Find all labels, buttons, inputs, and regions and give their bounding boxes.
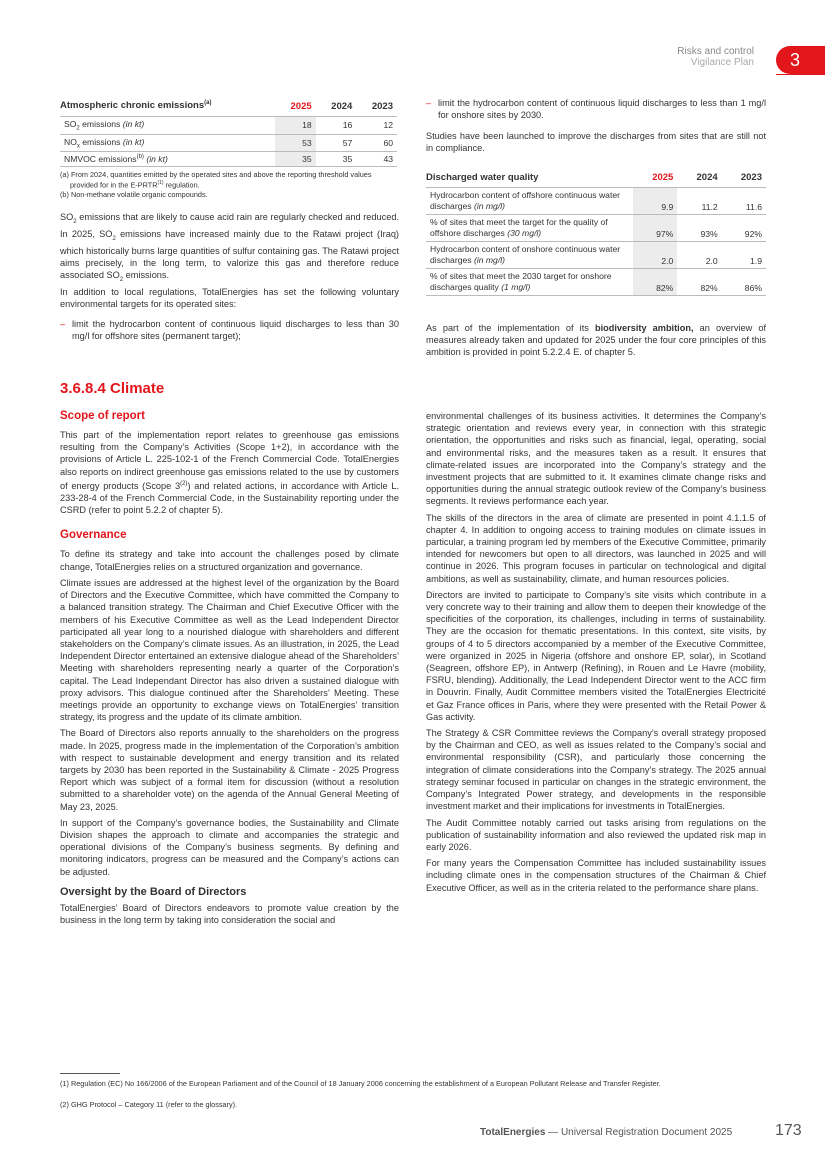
value-2024: 35 [316,152,357,167]
water-table-block [426,167,766,296]
emissions-table [60,96,397,167]
value-2023: 60 [356,134,397,152]
table-note-b: (b) Non-methane volatile organic compounds. [60,189,208,199]
local-regulations-paragraph: In addition to local regulations, TotalEnergies has set the following voluntary environmental targets for its operated sites: [60,287,399,310]
so2-paragraph: $SO_2$ emissions that are likely to cause acid rain are regularly checked and reduced. In 2025, $SO_2$ emissions have increased mainly due to the Ratawi project (Iraq) which historically burns large quantities of sulfur containing gas. The Ratawi project aims precisely, in the long term, to valorize this gas and therefore reduce associated $SO_2$ emissions. [60,212,399,284]
value-2024: 82% [677,269,721,296]
value-2023: 12 [356,117,397,135]
page-number: 173 [775,1122,802,1139]
section-title: 3.6.8.4 Climate [60,380,165,397]
emissions-year-2023: 2023 [371,100,393,112]
studies-paragraph: Studies have been launched to improve the discharges from sites that are still not in compliance. [426,131,766,154]
board-paragraph: environmental challenges of its business activities. It determines the Company’s strategic orientation and reviews every year, in connection with this strategic orientation, the opportunities and risks such as financial, legal, operating, social and environmental risks, and the measures taken as a result. It ensures that climate-related issues are incorporated into the Company’s strategy and the investment projects that are submitted to it. It examines climate change risks and opportunities during the annual strategic outlook review of the Company’s business segments. It reviews performance each year. [426,411,766,507]
table-row [60,117,397,135]
governance-heading: Governance [60,529,127,542]
list-item: – limit the hydrocarbon content of continuous liquid discharges to less than 1 mg/l for onshore sites by 2030. [426,98,766,121]
water-year-2025: 2025 [652,171,674,183]
value-2025: 82% [633,269,677,296]
value-2025: 18 [275,117,316,135]
table-row [426,269,766,296]
table-row [426,188,766,215]
value-2023: 11.6 [722,188,766,215]
header-section: Risks and control [677,46,754,57]
scope-heading: Scope of report [60,410,145,422]
strategy-csr-paragraph: The Strategy & CSR Committee reviews the Company’s overall strategy proposed by the Chairman and CEO, as well as issues related to the Company’s social and environmental responsibility (CSR), and particularly those concerning the integration of climate considerations into the Company’s strategy. The 2025 annual strategy seminar focused in particular on changes in the strategic environment, the Company’s Integrated Power strategy, and developments in the responsible investment market and their implications for investments in TotalEnergies. [426,728,766,812]
row-label: NMVOC emissions$^{(b)}$ (in kt) [60,152,275,167]
value-2025: 97% [633,215,677,242]
row-label: % of sites that meet the target for the quality of offshore discharges (30 mg/l) [426,215,633,242]
table-row [426,242,766,269]
governance-paragraph: In support of the Company’s governance bodies, the Sustainability and Climate Division shapes the approach to climate and accompanies the strategic and operational divisions of the Company’s business segments. By defining and monitoring indicators, progress can be measured and the Company’s actions can be adjusted. [60,817,399,877]
row-label: % of sites that meet the 2030 target for onshore discharges quality (1 mg/l) [426,269,633,296]
value-2023: 86% [722,269,766,296]
row-label: Hydrocarbon content of offshore continuous water discharges (in mg/l) [426,188,633,215]
emissions-year-2024: 2024 [331,100,353,112]
oversight-paragraph: TotalEnergies’ Board of Directors endeavors to promote value creation by the business in the long term by taking into consideration the social and [60,902,399,925]
table-note-a: (a) From 2024, quantities emitted by the operated sites and above the reporting threshold values provided for in the E-PRTR$^{(1)}$ regulation. [60,170,372,190]
value-2025: 35 [275,152,316,167]
audit-paragraph: The Audit Committee notably carried out tasks arising from regulations on the publication of sustainability information and also reviewed the updated risk map in early 2026. [426,817,766,852]
footnote-2: (2) GHG Protocol – Category 11 (refer to the glossary). [60,1100,238,1109]
table-row [60,134,397,152]
oversight-heading: Oversight by the Board of Directors [60,885,247,898]
water-year-2024: 2024 [696,171,718,183]
compensation-paragraph: For many years the Compensation Committee has included sustainability issues including climate ones in the compensation structures of the Chairman & Chief Executive Officer, as well as in the criteria related to the performance share plans. [426,858,766,893]
emissions-year-2025: 2025 [290,100,312,112]
page-footer [480,1127,732,1138]
chapter-tab: 3 [776,46,825,74]
footer-brand: TotalEnergies [480,1127,546,1138]
list-item: – limit the hydrocarbon content of continuous liquid discharges to less than 30 mg/l for offshore sites (permanent target); [60,319,399,342]
water-table-title: Discharged water quality [426,171,539,183]
value-2025: 53 [275,134,316,152]
value-2023: 43 [356,152,397,167]
chapter-tab-underline [776,74,825,75]
emissions-table-title: Atmospheric chronic emissions$^{(a)}$ [60,100,212,112]
value-2024: 11.2 [677,188,721,215]
biodiversity-paragraph: As part of the implementation of its biodiversity ambition, an overview of measures already taken and updated for 2025 under the four core principles of this ambition is provided in point 5.2.2.4 E. of chapter 5. [426,323,767,358]
value-2025: 2.0 [633,242,677,269]
left-column [60,410,399,926]
row-label: $SO_2$ emissions (in kt) [60,117,275,135]
row-label: Hydrocarbon content of onshore continuous water discharges (in mg/l) [426,242,633,269]
emissions-table-block [60,96,397,199]
right-column [426,410,766,894]
site-visits-paragraph: Directors are invited to participate to Company’s site visits which contribute in a very concrete way to their training and allow them to deepen their knowledge of the specificities of the corporation, its challenges, including in terms of sustainability. They are the occasion for thematic presentations. In this context, site visits, by groups of 4 to 5 directors accompanied by a member of the Executive Committee, were organized in 2025 in Nigeria (offshore and onshore EP, solar), in Scotland (Seagreen, offshore EP), in Antwerp (Refining), in Rouen and Le Havre (mobility, FSRU, blending). Additionally, the Lead Independent Director went to the ACC firm in Douvrin. Finally, Audit Committee members visited the TotalEnergies Electricité et Gaz France offices in Paris, where they were presented with the Retail Power & Gas activity. [426,589,766,722]
footnote-divider [60,1073,120,1074]
water-year-2023: 2023 [740,171,762,183]
page-header [677,46,754,68]
row-label: $NO_x$ emissions (in kt) [60,134,275,152]
scope-paragraph: This part of the implementation report relates to greenhouse gas emissions resulting from the Company’s Activities (Scope 1+2), in accordance with the provisions of Article L. 225-102-1 of the French Commercial Code. TotalEnergies also reports on indirect greenhouse gas emissions related to the use by customers of energy products (Scope 3$^{(2)}$) and related actions, in accordance with Article L. 233-28-4 of the French Commercial Code, in the Sustainability reporting under the CSRD (refer to point 5.2.2 of chapter 5). [60,430,399,516]
value-2024: 93% [677,215,721,242]
value-2023: 92% [722,215,766,242]
governance-paragraph: To define its strategy and take into account the challenges posed by climate change, TotalEnergies relies on a structured organization and governance. [60,549,399,572]
water-quality-table [426,167,766,296]
value-2024: 2.0 [677,242,721,269]
value-2024: 57 [316,134,357,152]
value-2023: 1.9 [722,242,766,269]
skills-paragraph: The skills of the directors in the area of climate are presented in point 4.1.1.5 of chapter 4. In addition to ongoing access to training modules on climate issues in particular, a training program led by members of the Executive Committee, primarily intended for newcomers but open to all directors, was launched in 2025 and will continue in 2026. This program focuses in particular on technological and digital ambitions, as well as sustainability, climate, and human resources policies. [426,512,766,584]
governance-paragraph: The Board of Directors also reports annually to the shareholders on the progress made. In 2025, progress made in the implementation of the Corporation’s ambition with respect to sustainable development and energy transition and its related targets by 2030 has been reported in the Sustainability & Climate - 2025 Progress Report which was subject of a formal item for discussion (without a resolution submitted to a shareholder vote) on the agenda of the Annual General Meeting of May 23, 2025. [60,728,399,812]
table-row [426,215,766,242]
footnote-1: (1) Regulation (EC) No 166/2006 of the European Parliament and of the Council of 18 January 2006 concerning the establishment of a European Pollutant Release and Transfer Register. [60,1079,661,1088]
value-2024: 16 [316,117,357,135]
value-2025: 9.9 [633,188,677,215]
header-subsection: Vigilance Plan [690,57,754,68]
table-row [60,152,397,167]
footer-doc-title: — Universal Registration Document 2025 [545,1127,733,1138]
governance-paragraph: Climate issues are addressed at the highest level of the organization by the Board of Directors and the Executive Committee, which have committed the Company to a balanced transition strategy. The Chairman and Chief Executive Officer with the members of his Executive Committee as well as the Lead Independent Director participated all year long to a nourished dialogue with shareholders and different stakeholders on the Company’s climate issues. As an illustration, in 2025, the Lead Independent Director entertained an extensive dialogue ahead of the Shareholders’ Meeting with shareholders representing nearly a quarter of the Corporation’s capital. The Lead Independant Director has also driven a sustained dialogue with proxy advisors. This dialogue continued after the Shareholders’ Meeting. These meetings provide an opportunity to exchange views on TotalEnergies’ transition strategy, its progress and the update of its climate ambition. [60,577,399,723]
